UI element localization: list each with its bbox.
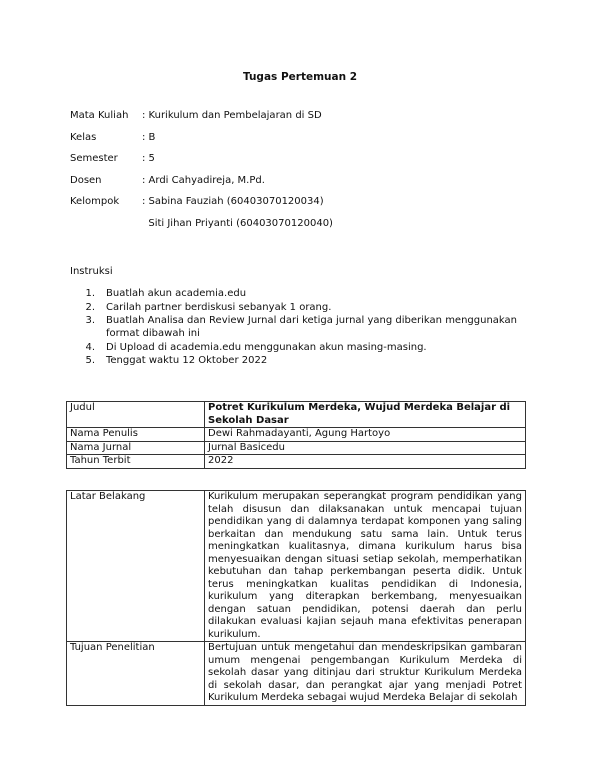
list-text: Buatlah Analisa dan Review Jurnal dari ketiga jurnal yang diberikan menggunakan format dibawah ini [106, 315, 518, 339]
table-cell-label: Nama Jurnal [67, 441, 205, 455]
table-row [67, 402, 526, 428]
list-number: 1. [85, 288, 95, 299]
table-cell-value: 2022 [205, 455, 526, 469]
journal-review-table [66, 490, 526, 706]
table-row [67, 428, 526, 442]
info-row-class [70, 132, 530, 154]
info-value: : 5 [142, 153, 155, 164]
list-number: 5. [85, 355, 95, 366]
list-number: 2. [85, 301, 95, 313]
info-label: Kelompok [70, 196, 120, 207]
table-row [67, 455, 526, 469]
info-label: Kelas [70, 131, 97, 143]
list-text: Tenggat waktu 12 Oktober 2022 [106, 355, 268, 366]
list-item [70, 354, 530, 367]
table-cell-value: Bertujuan untuk mengetahui dan mendeskripsikan gambaran umum mengenai pengembangan Kurikulum Merdeka di sekolah dasar yang ditinjau dari struktur Kurikulum Merdeka di sekolah dasar, dan perangkat ajar yang menjadi Potret Kurikulum Merdeka sebagai wujud Merdeka Belajar di sekolah [205, 642, 526, 706]
table-cell-label: Tahun Terbit [67, 455, 205, 469]
table-cell-label: Tujuan Penelitian [67, 642, 205, 706]
info-value: : Ardi Cahyadireja, M.Pd. [142, 174, 265, 186]
info-value: : Sabina Fauziah (60403070120034) [142, 196, 324, 207]
table-row [67, 441, 526, 455]
table-cell-label: Nama Penulis [67, 428, 205, 442]
journal-info-table [66, 401, 526, 469]
table-cell-label: Judul [67, 402, 205, 428]
list-item [70, 341, 530, 354]
info-row-semester [70, 153, 530, 175]
course-info [70, 110, 530, 239]
journal-title-cell: Potret Kurikulum Merdeka, Wujud Merdeka Belajar di Sekolah Dasar [205, 402, 526, 428]
info-label: Dosen [70, 174, 102, 186]
info-label: Semester [70, 153, 118, 164]
info-row-group [70, 196, 530, 218]
list-number: 3. [85, 315, 95, 326]
info-row-group-member [70, 218, 530, 240]
instructions-list [70, 287, 530, 368]
info-value: Siti Jihan Priyanti (60403070120040) [142, 217, 333, 229]
table-cell-value: Dewi Rahmadayanti, Agung Hartoyo [205, 428, 526, 442]
info-row-lecturer [70, 175, 530, 197]
instructions-heading: Instruksi [70, 266, 113, 277]
info-value: : B [142, 131, 156, 143]
list-text: Carilah partner berdiskusi sebanyak 1 orang. [106, 301, 332, 313]
table-row [67, 642, 526, 706]
info-value: : Kurikulum dan Pembelajaran di SD [142, 110, 322, 121]
table-cell-value: Jurnal Basicedu [205, 441, 526, 455]
list-item [70, 301, 530, 314]
table-row [67, 491, 526, 642]
document-title: Tugas Pertemuan 2 [242, 71, 358, 83]
list-text: Buatlah akun academia.edu [106, 288, 247, 299]
list-item [70, 314, 530, 340]
table-cell-label: Latar Belakang [67, 491, 205, 642]
info-label: Mata Kuliah [70, 110, 129, 121]
list-number: 4. [85, 341, 95, 353]
list-item [70, 287, 530, 300]
list-text: Di Upload di academia.edu menggunakan akun masing-masing. [106, 341, 427, 353]
info-row-course [70, 110, 530, 132]
table-cell-value: Kurikulum merupakan seperangkat program pendidikan yang telah disusun dan dilaksanakan untuk mencapai tujuan pendidikan yang di dalamnya terdapat komponen yang saling berkaitan dan mendukung satu sama lain. Untuk terus meningkatkan kualitasnya, dimana kurikulum harus bisa menyesuaikan dengan situasi setiap sekolah, memperhatikan kebutuhan dan tahap perkembangan peserta didik. Untuk terus meningkatkan kualitas pendidikan di Indonesia, kurikulum yang diterapkan berkembang, menyesuaikan dengan satuan pendidikan, potensi daerah dan perlu dilakukan evaluasi kajian sejauh mana efektivitas penerapan kurikulum. [205, 491, 526, 642]
